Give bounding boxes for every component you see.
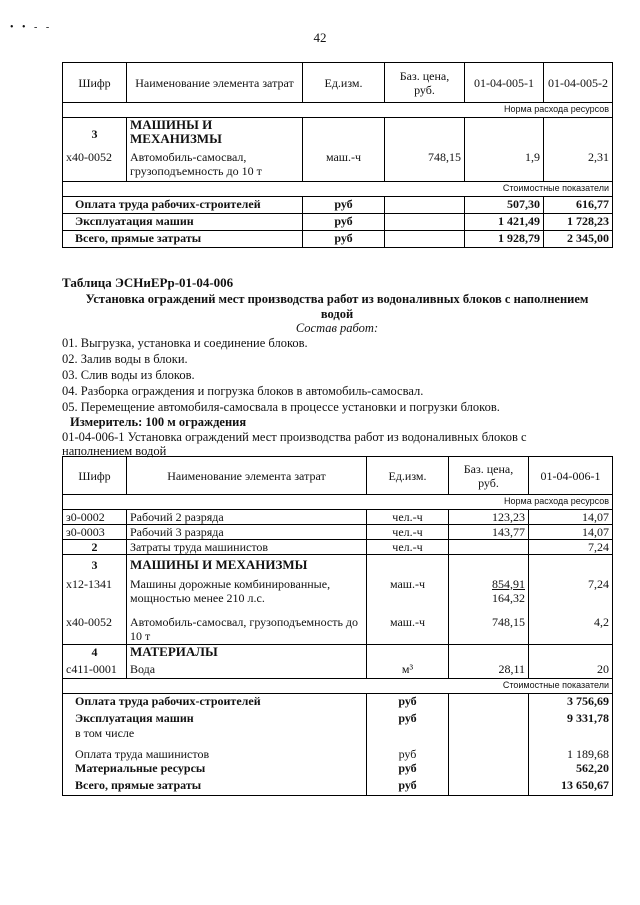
row-value: 7,24 xyxy=(529,540,613,555)
row-unit: маш.-ч xyxy=(367,575,449,611)
total-row xyxy=(63,711,613,726)
row-code: з0-0002 xyxy=(63,510,127,525)
row-code: х12-1341 xyxy=(63,575,127,611)
row-value: 14,07 xyxy=(529,525,613,540)
col-norm-2: 01-04-005-2 xyxy=(544,63,613,103)
row-name: Рабочий 2 разряда xyxy=(127,510,367,525)
row-code: с411-0001 xyxy=(63,662,127,679)
total-value-2: 1 728,23 xyxy=(544,214,613,231)
table-row xyxy=(63,662,613,679)
total-unit: руб xyxy=(367,778,449,796)
row-price: 748,15 xyxy=(385,150,465,182)
row-name: Автомобиль-самосвал, грузоподъемность до 10 т xyxy=(127,150,303,182)
total-unit: руб xyxy=(303,231,385,248)
total-unit: руб xyxy=(367,711,449,726)
row-name: Рабочий 3 разряда xyxy=(127,525,367,540)
total-row xyxy=(63,197,613,214)
cost-label: Стоимостные показатели xyxy=(63,182,613,197)
section-number: 3 xyxy=(63,555,127,575)
row-name: Затраты труда машинистов xyxy=(127,540,367,555)
section-heading-line-1: Установка ограждений мест производства работ из водоналивных блоков с наполнением xyxy=(85,292,589,306)
col-code: Шифр xyxy=(63,457,127,495)
total-value-1: 1 421,49 xyxy=(465,214,544,231)
table-row xyxy=(63,525,613,540)
row-name: Вода xyxy=(127,662,367,679)
row-code: х40-0052 xyxy=(63,611,127,645)
description-line-1: 01-04-006-1 Установка ограждений мест производства работ из водоналивных блоков с xyxy=(62,430,527,444)
total-row xyxy=(63,778,613,796)
total-value: 1 189,68 xyxy=(529,743,613,761)
row-code: х40-0052 xyxy=(63,150,127,182)
row-unit: чел.-ч xyxy=(367,540,449,555)
corner-marks: • • ‐ ‐ xyxy=(10,22,53,33)
table-row xyxy=(63,540,613,555)
row-price: 143,77 xyxy=(449,525,529,540)
section-heading-line-2: водой xyxy=(320,307,354,321)
step-2: 02. Залив воды в блоки. xyxy=(62,352,188,366)
total-name: Оплата труда рабочих-строителей xyxy=(63,694,367,711)
col-name: Наименование элемента затрат xyxy=(127,63,303,103)
table-row xyxy=(63,611,613,645)
total-row xyxy=(63,743,613,761)
col-price: Баз. цена, руб. xyxy=(449,457,529,495)
total-unit: руб xyxy=(303,214,385,231)
col-norm-1: 01-04-005-1 xyxy=(465,63,544,103)
norm-label: Норма расхода ресурсов xyxy=(63,495,613,510)
meter-label: Измеритель: 100 м ограждения xyxy=(70,415,247,429)
total-name: в том числе xyxy=(63,726,367,743)
total-name: Всего, прямые затраты xyxy=(63,778,367,796)
row-name: Машины дорожные комбинированные, мощностью менее 210 л.с. xyxy=(127,575,367,611)
total-value-2: 616,77 xyxy=(544,197,613,214)
step-4: 04. Разборка ограждения и погрузка блоков в автомобиль-самосвал. xyxy=(62,384,424,398)
total-row xyxy=(63,214,613,231)
resource-table-2 xyxy=(62,456,613,796)
total-name: Эксплуатация машин xyxy=(63,711,367,726)
step-1: 01. Выгрузка, установка и соединение блоков. xyxy=(62,336,308,350)
total-value-2: 2 345,00 xyxy=(544,231,613,248)
step-5: 05. Перемещение автомобиля-самосвала в процессе установки и погрузки блоков. xyxy=(62,400,500,414)
section-title: МАТЕРИАЛЫ xyxy=(127,645,367,662)
col-unit: Ед.изм. xyxy=(303,63,385,103)
step-3: 03. Слив воды из блоков. xyxy=(62,368,195,382)
section-row xyxy=(63,645,613,662)
row-value: 20 xyxy=(529,662,613,679)
total-name: Материальные ресурсы xyxy=(63,761,367,778)
row-unit: м³ xyxy=(367,662,449,679)
total-value-1: 1 928,79 xyxy=(465,231,544,248)
row-unit: маш.-ч xyxy=(303,150,385,182)
total-unit: руб xyxy=(303,197,385,214)
row-value: 4,2 xyxy=(529,611,613,645)
composition-label: Состав работ: xyxy=(295,321,379,335)
total-value: 562,20 xyxy=(529,761,613,778)
table-row xyxy=(63,150,613,182)
row-code: з0-0003 xyxy=(63,525,127,540)
total-value: 13 650,67 xyxy=(529,778,613,796)
cost-label: Стоимостные показатели xyxy=(63,679,613,694)
total-name: Эксплуатация машин xyxy=(63,214,303,231)
total-row xyxy=(63,231,613,248)
section-number: 4 xyxy=(63,645,127,662)
total-unit: руб xyxy=(367,743,449,761)
col-price: Баз. цена, руб. xyxy=(385,63,465,103)
total-name: Оплата труда рабочих-строителей xyxy=(63,197,303,214)
section-title: МАШИНЫ И МЕХАНИЗМЫ xyxy=(127,118,303,150)
col-name: Наименование элемента затрат xyxy=(127,457,367,495)
row-price: 28,11 xyxy=(449,662,529,679)
row-price-secondary: 164,32 xyxy=(492,590,525,605)
table-title: Таблица ЭСНиЕРр-01-04-006 xyxy=(62,275,234,290)
description-line-2: наполнением водой xyxy=(62,444,167,458)
total-value-1: 507,30 xyxy=(465,197,544,214)
total-row xyxy=(63,761,613,778)
total-row xyxy=(63,726,613,743)
row-value: 7,24 xyxy=(529,575,613,611)
table-row xyxy=(63,575,613,611)
total-row xyxy=(63,694,613,711)
row-name: Автомобиль-самосвал, грузоподъемность до 10 т xyxy=(127,611,367,645)
section-row xyxy=(63,118,613,150)
section-title: МАШИНЫ И МЕХАНИЗМЫ xyxy=(127,555,367,575)
table-header xyxy=(63,63,613,103)
row-unit: маш.-ч xyxy=(367,611,449,645)
total-name: Всего, прямые затраты xyxy=(63,231,303,248)
section-number: 3 xyxy=(63,118,127,150)
row-unit: чел.-ч xyxy=(367,510,449,525)
row-unit: чел.-ч xyxy=(367,525,449,540)
col-unit: Ед.изм. xyxy=(367,457,449,495)
total-unit: руб xyxy=(367,761,449,778)
total-name: Оплата труда машинистов xyxy=(63,743,367,761)
total-value: 9 331,78 xyxy=(529,711,613,726)
row-value-2: 2,31 xyxy=(544,150,613,182)
norm-label: Норма расхода ресурсов xyxy=(63,103,613,118)
row-value-1: 1,9 xyxy=(465,150,544,182)
resource-table-1 xyxy=(62,62,613,248)
col-code: Шифр xyxy=(63,63,127,103)
row-price: 854,91 xyxy=(492,576,525,591)
col-norm: 01-04-006-1 xyxy=(529,457,613,495)
total-unit: руб xyxy=(367,694,449,711)
table-row xyxy=(63,510,613,525)
row-value: 14,07 xyxy=(529,510,613,525)
page-number: 42 xyxy=(313,30,327,45)
row-price: 748,15 xyxy=(449,611,529,645)
table-header xyxy=(63,457,613,495)
section-row xyxy=(63,555,613,575)
section-number: 2 xyxy=(63,540,127,555)
total-value: 3 756,69 xyxy=(529,694,613,711)
row-price: 123,23 xyxy=(449,510,529,525)
